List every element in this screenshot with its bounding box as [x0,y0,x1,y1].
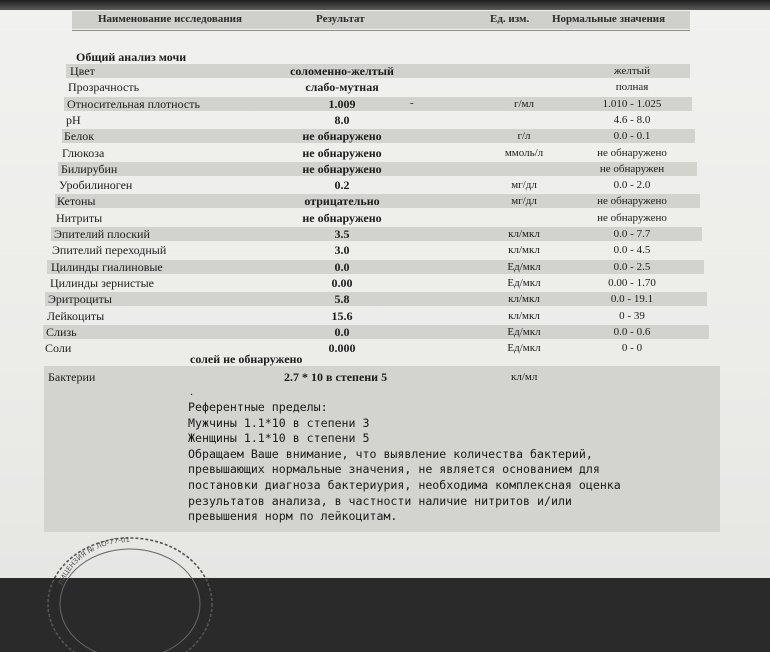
table-row [0,341,770,357]
test-norm: 0.0 - 0.1 [613,130,651,143]
photo-top-edge [0,0,770,10]
stamp-text: ЛИЦЕНЗИЯ № ЛО-77-01 [56,535,131,587]
test-result: 1.009 [328,96,356,111]
test-unit: кл/мкл [508,244,540,257]
test-result: 3.0 [334,243,350,258]
test-norm: 0.0 - 7.7 [613,228,651,240]
header-unit: Ед. изм. [490,13,530,25]
test-name: pH [66,112,81,127]
bacteria-unit: кл/мл [511,371,538,383]
test-unit: Ед/мкл [507,260,541,273]
test-unit: мг/дл [511,195,537,208]
license-stamp [40,532,220,652]
test-name: Соли [45,341,72,356]
test-unit: кл/мкл [508,309,540,322]
test-norm: 0.0 - 4.5 [613,244,651,257]
test-result: 8.0 [334,112,350,127]
table-row [0,227,770,243]
test-name: Слизь [46,324,77,339]
test-norm: 0.00 - 1.70 [608,276,656,289]
test-result: отрицательно [304,194,380,209]
test-result: 0.2 [334,178,350,193]
test-norm: 0.0 - 2.5 [613,260,651,273]
test-norm: 4.6 - 8.0 [613,113,651,126]
test-name: Глюкоза [62,145,105,160]
bacteria-dot: . [190,384,193,398]
bacteria-result: 2.7 * 10 в степени 5 [284,370,388,384]
table-row [0,97,770,113]
table-row [0,211,770,227]
test-result: 0.0 [334,324,350,339]
row-band [45,292,707,306]
header-result: Результат [316,13,365,25]
test-norm: не обнаружено [597,211,667,224]
table-row [0,309,770,325]
test-unit: г/мл [513,97,535,110]
table-row [0,292,770,308]
test-result: соломенно-желтый [290,64,394,78]
table-row [0,80,770,96]
test-name: Белок [64,129,95,144]
test-result: не обнаружено [302,145,382,160]
result-flag: - [410,96,414,109]
table-row [0,325,770,341]
test-name: Нитриты [56,210,103,225]
test-norm: 0 - 39 [619,309,645,322]
table-row [0,276,770,292]
test-norm: полная [615,81,649,94]
header-norm: Нормальные значения [552,13,666,25]
test-name: Лейкоциты [47,308,105,323]
table-row [0,178,770,194]
row-band [43,325,709,339]
test-name: Цилинды гиалиновые [51,259,163,274]
table-row [0,162,770,178]
test-unit: ммоль/л [504,146,544,159]
table-row [0,260,770,276]
test-norm: не обнаружено [597,195,667,208]
test-name: Билирубин [61,161,118,176]
test-result: 15.6 [331,308,353,323]
test-result: слабо-мутная [305,80,379,95]
section-title: Общий анализ мочи [76,50,187,64]
test-result: 0.0 [334,259,350,274]
table-row [0,243,770,259]
test-norm: 0.0 - 19.1 [610,293,654,306]
header-divider [72,30,690,31]
test-unit: кл/мкл [508,228,540,240]
test-result: 0.000 [328,341,356,356]
test-result: не обнаружено [302,129,382,144]
salts-note: солей не обнаружено [190,352,303,366]
test-name: Уробилиноген [59,178,133,193]
test-norm: 0 - 0 [621,342,643,355]
test-name: Эпителий переходный [52,243,167,258]
test-result: 3.5 [334,227,350,241]
test-unit: Ед/мкл [507,342,541,355]
test-result: не обнаружено [302,161,382,176]
test-result: 0.00 [331,275,353,290]
test-result: 5.8 [334,292,350,307]
table-row [0,129,770,145]
test-name: Цилинды зернистые [50,275,154,290]
test-name: Эпителий плоский [54,227,150,241]
test-norm: 1.010 - 1.025 [602,97,662,110]
test-norm: желтый [614,65,650,77]
bacteria-name: Бактерии [48,370,96,384]
test-result: не обнаружено [302,210,382,225]
test-unit: Ед/мкл [507,276,541,289]
test-name: Прозрачность [68,80,140,95]
bacteria-comment: Референтные пределы: Мужчины 1.1*10 в степени 3 Женщины 1.1*10 в степени 5 Обращаем Ваше внимание, что выявление количества бактерий, превышающих нормальные значения, не является основанием для постановки диагноза бактериурия, необходима комплексная оценка результатов анализа, в частности наличие нитритов и/или превышения норм по лейкоцитам. [188,400,621,524]
test-norm: не обнаружен [599,162,665,175]
table-row [0,146,770,162]
test-unit: мг/дл [511,179,537,192]
test-norm: 0.0 - 0.6 [613,325,651,338]
test-norm: не обнаружено [597,146,667,159]
test-name: Относительная плотность [67,96,200,111]
table-row [0,64,770,80]
header-name: Наименование исследования [98,13,242,25]
table-row [0,113,770,129]
table-row [0,194,770,210]
test-name: Кетоны [57,194,96,209]
test-unit: Ед/мкл [507,325,541,338]
test-unit: г/л [517,130,531,143]
test-name: Эритроциты [48,292,112,307]
test-norm: 0.0 - 2.0 [613,179,651,192]
test-unit: кл/мкл [508,293,540,306]
test-name: Цвет [70,64,95,78]
